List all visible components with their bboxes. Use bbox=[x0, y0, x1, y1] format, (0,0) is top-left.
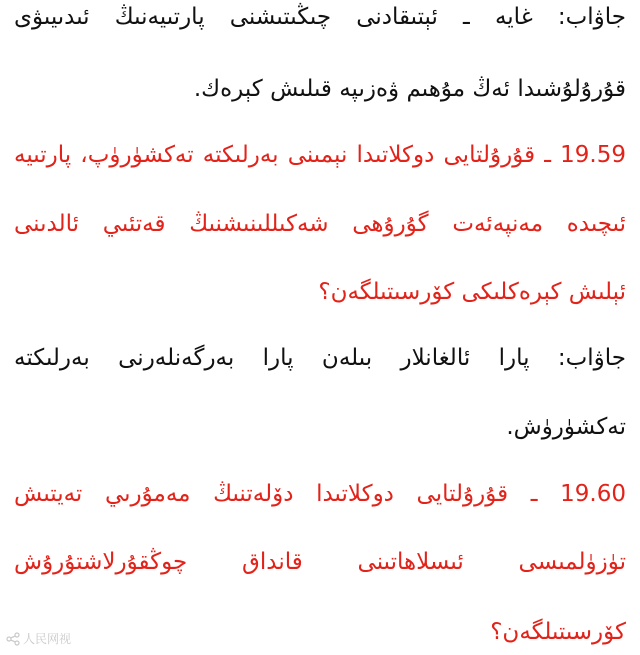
question-59-line-2: ئىچىدە مەنپەئەت گۇرۇھى شەكىللىنىشنىڭ قەتئىي ئالدىنى bbox=[14, 211, 626, 237]
question-60-line-1: 19.60 ـ قۇرۇلتايى دوكلاتىدا دۆلەتنىڭ مەمۇرىي تەيتىش bbox=[14, 481, 626, 507]
question-59-line-3: ئېلىش كېرەكلىكى كۆرسىتىلگەن؟ bbox=[318, 279, 626, 305]
question-60-line-3: كۆرسىتىلگەن؟ bbox=[490, 619, 626, 645]
question-60-line-2: تۈزۈلمىسى ئىسلاھاتىنى قانداق چوڭقۇرلاشتۇرۇش bbox=[14, 549, 626, 575]
watermark bbox=[6, 630, 71, 647]
watermark-text: 人民网视 bbox=[23, 632, 72, 646]
question-59-line-1: 19.59 ـ قۇرۇلتايى دوكلاتىدا نېمىنى بەرلىكتە تەكشۈرۈپ، پارتىيە bbox=[14, 142, 626, 168]
answer-59-line-2: تەكشۈرۈش. bbox=[506, 414, 626, 440]
answer-line-1: جاۋاب: غايە ـ ئېتىقادنى چىڭىتىشنى پارتىيەنىڭ ئىدىيىۋى bbox=[14, 4, 626, 30]
share-icon bbox=[6, 632, 20, 646]
answer-59-line-1: جاۋاب: پارا ئالغانلار بىلەن پارا بەرگەنلەرنى بەرلىكتە bbox=[14, 345, 626, 371]
answer-line-2: قۇرۇلۇشىدا ئەڭ مۇھىم ۋەزىپە قىلىش كېرەك. bbox=[193, 76, 626, 102]
